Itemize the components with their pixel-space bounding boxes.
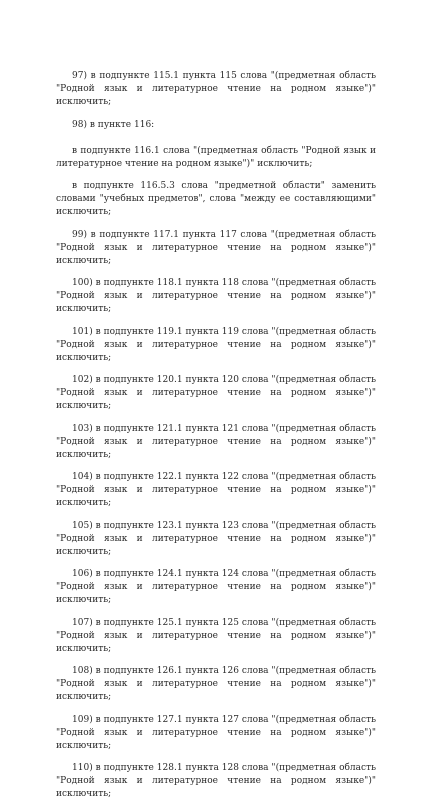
paragraph-98-sub-116-5-3: в подпункте 116.5.3 слова "предметной области" заменить словами "учебных предметов", слова "между ее составляющими" исключить;: [56, 181, 376, 217]
paragraph-106: 106) в подпункте 124.1 пункта 124 слова "(предметная область "Родной язык и литературное чтение на родном языке")" исключить;: [56, 569, 376, 605]
paragraph-100: 100) в подпункте 118.1 пункта 118 слова "(предметная область "Родной язык и литературное чтение на родном языке")" исключить;: [56, 278, 376, 314]
paragraph-103: 103) в подпункте 121.1 пункта 121 слова "(предметная область "Родной язык и литературное чтение на родном языке")" исключить;: [56, 423, 376, 460]
paragraph-104: 104) в подпункте 122.1 пункта 122 слова "(предметная область "Родной язык и литературное чтение на родном языке")" исключить;: [56, 472, 376, 508]
paragraph-105: 105) в подпункте 123.1 пункта 123 слова "(предметная область "Родной язык и литературное чтение на родном языке")" исключить;: [56, 520, 376, 557]
paragraph-102: 102) в подпункте 120.1 пункта 120 слова "(предметная область "Родной язык и литературное чтение на родном языке")" исключить;: [56, 375, 376, 411]
paragraph-108: 108) в подпункте 126.1 пункта 126 слова "(предметная область "Родной язык и литературное чтение на родном языке")" исключить;: [56, 666, 376, 702]
paragraph-107: 107) в подпункте 125.1 пункта 125 слова "(предметная область "Родной язык и литературное чтение на родном языке")" исключить;: [56, 617, 376, 654]
paragraph-101: 101) в подпункте 119.1 пункта 119 слова "(предметная область "Родной язык и литературное чтение на родном языке")" исключить;: [56, 326, 376, 363]
paragraph-99: 99) в подпункте 117.1 пункта 117 слова "(предметная область "Родной язык и литературное чтение на родном языке")" исключить;: [56, 229, 376, 266]
paragraph-109: 109) в подпункте 127.1 пункта 127 слова "(предметная область "Родной язык и литературное чтение на родном языке")" исключить;: [56, 714, 376, 751]
paragraph-110: 110) в подпункте 128.1 пункта 128 слова "(предметная область "Родной язык и литературное чтение на родном языке")" исключить;: [56, 763, 376, 799]
paragraph-98-sub-116-1: в подпункте 116.1 слова "(предметная область "Родной язык и литературное чтение на родном языке")" исключить;: [56, 145, 376, 169]
paragraph-98: 98) в пункте 116:: [72, 119, 155, 130]
paragraph-97: 97) в подпункте 115.1 пункта 115 слова "(предметная область "Родной язык и литературное чтение на родном языке")" исключить;: [56, 71, 376, 107]
